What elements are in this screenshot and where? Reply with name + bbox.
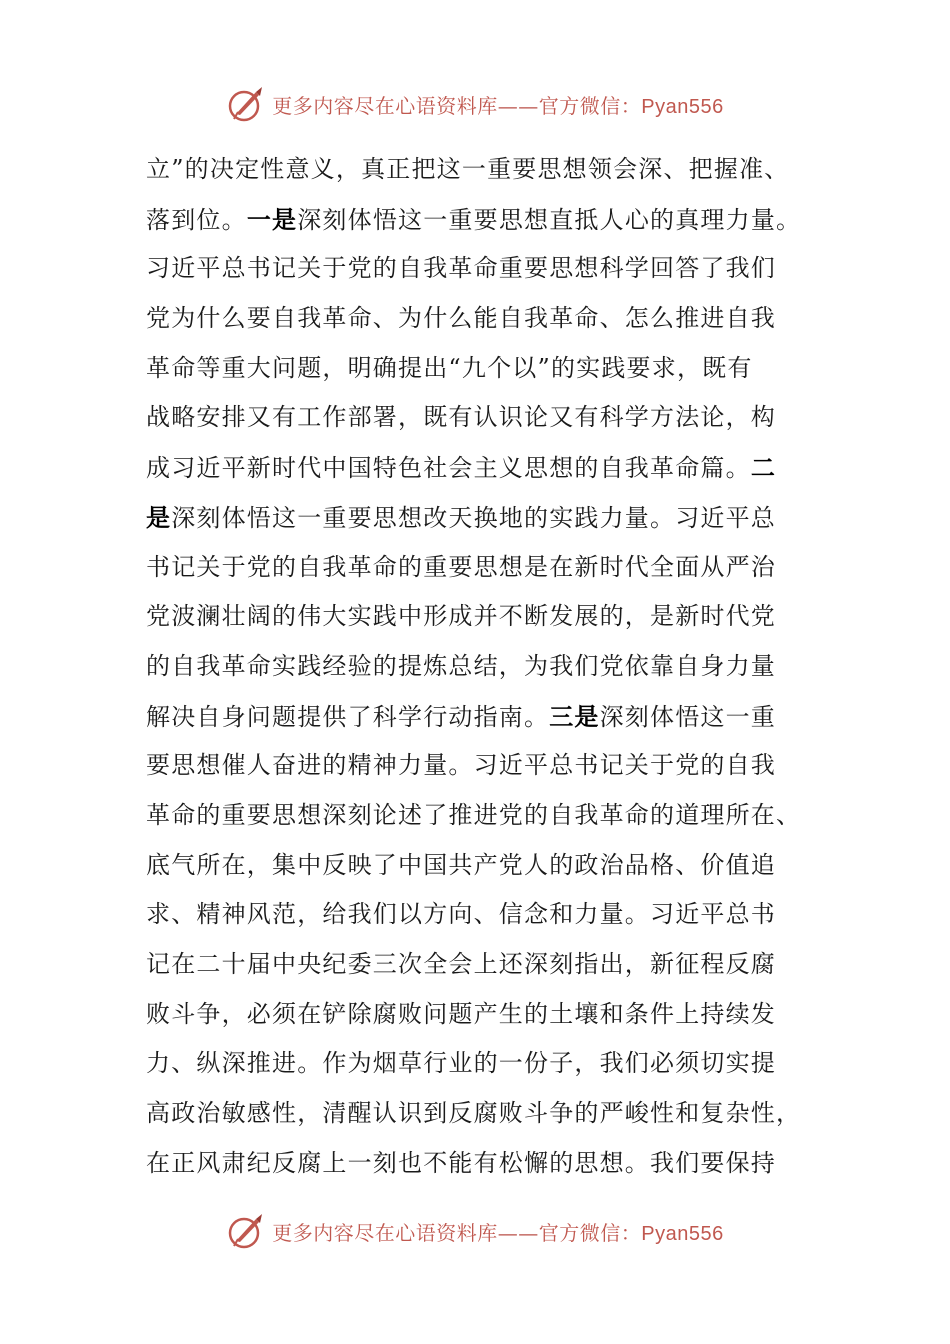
text-line bbox=[146, 443, 806, 493]
header-promo bbox=[272, 90, 723, 119]
text-line bbox=[146, 592, 806, 642]
text-line bbox=[146, 393, 806, 443]
text-span: 成习近平新时代中国特色社会主义思想的自我革命篇。 bbox=[146, 454, 751, 483]
text-line bbox=[146, 195, 806, 245]
text-line bbox=[146, 1089, 806, 1139]
quill-logo-icon bbox=[226, 84, 266, 124]
text-span: 要思想催人奋进的精神力量。习近平总书记关于党的自我 bbox=[146, 751, 776, 780]
text-span: 深刻体悟这一重要思想改天换地的实践力量。习近平总 bbox=[171, 503, 777, 532]
text-line bbox=[146, 543, 806, 593]
text-span: 败斗争，必须在铲除腐败问题产生的土壤和条件上持续发 bbox=[146, 999, 776, 1028]
footer-dash: —— bbox=[497, 1220, 539, 1245]
text-line bbox=[146, 145, 806, 195]
header-promo-text: 更多内容尽在心语资料库 bbox=[272, 93, 498, 118]
text-span: 求、精神风范，给我们以方向、信念和力量。习近平总书 bbox=[146, 900, 776, 929]
text-line bbox=[146, 741, 806, 791]
bold-marker: 是 bbox=[146, 502, 172, 532]
footer-promo bbox=[272, 1217, 723, 1246]
footer-wechat-label: 官方微信： bbox=[538, 1220, 642, 1245]
text-line bbox=[146, 1039, 806, 1089]
footer-wechat-id: Pyan556 bbox=[641, 1222, 724, 1245]
text-span: 党波澜壮阔的伟大实践中形成并不断发展的，是新时代党 bbox=[146, 602, 776, 631]
text-line bbox=[146, 990, 806, 1040]
header-dash: —— bbox=[497, 93, 539, 118]
bold-marker: 二 bbox=[750, 453, 777, 483]
footer-promo-text: 更多内容尽在心语资料库 bbox=[272, 1220, 498, 1245]
text-line bbox=[146, 294, 806, 344]
header-wechat-id: Pyan556 bbox=[641, 95, 724, 118]
header-wechat-label: 官方微信： bbox=[538, 93, 642, 118]
text-span: 深刻体悟这一重要思想直抵人心的真理力量。 bbox=[297, 205, 802, 234]
header-banner[interactable] bbox=[0, 82, 950, 126]
text-line bbox=[146, 692, 806, 742]
text-line bbox=[146, 642, 806, 692]
text-span: 革命等重大问题，明确提出“九个以”的实践要求，既有 bbox=[146, 353, 753, 382]
quill-logo-icon bbox=[226, 1211, 266, 1251]
text-span: 深刻体悟这一重 bbox=[599, 702, 777, 731]
text-span: 记在二十届中央纪委三次全会上还深刻指出，新征程反腐 bbox=[146, 950, 776, 978]
text-line bbox=[146, 1139, 806, 1189]
text-span: 党为什么要自我革命、为什么能自我革命、怎么推进自我 bbox=[146, 304, 776, 333]
text-span: 立”的决定性意义，真正把这一重要思想领会深、把握准、 bbox=[146, 155, 790, 183]
bold-marker: 三是 bbox=[549, 701, 600, 731]
text-line bbox=[146, 940, 806, 990]
text-line bbox=[146, 344, 806, 394]
bold-marker: 一是 bbox=[246, 204, 298, 234]
text-span: 落到位。 bbox=[146, 205, 247, 234]
footer-banner[interactable] bbox=[0, 1209, 950, 1253]
body-paragraph bbox=[146, 145, 806, 1188]
text-span: 底气所在，集中反映了中国共产党人的政治品格、价值追 bbox=[146, 850, 776, 879]
text-line bbox=[146, 890, 806, 940]
text-span: 习近平总书记关于党的自我革命重要思想科学回答了我们 bbox=[146, 254, 776, 283]
text-span: 解决自身问题提供了科学行动指南。 bbox=[146, 702, 550, 731]
text-span: 的自我革命实践经验的提炼总结，为我们党依靠自身力量 bbox=[146, 651, 776, 680]
text-line bbox=[146, 493, 806, 543]
text-span: 力、纵深推进。作为烟草行业的一份子，我们必须切实提 bbox=[146, 1049, 776, 1078]
text-span: 高政治敏感性，清醒认识到反腐败斗争的严峻性和复杂性， bbox=[146, 1099, 802, 1128]
text-span: 书记关于党的自我革命的重要思想是在新时代全面从严治 bbox=[146, 552, 776, 581]
text-span: 在正风肃纪反腐上一刻也不能有松懈的思想。我们要保持 bbox=[146, 1148, 776, 1177]
text-line bbox=[146, 244, 806, 294]
text-span: 战略安排又有工作部署，既有认识论又有科学方法论，构 bbox=[146, 403, 776, 432]
text-span: 革命的重要思想深刻论述了推进党的自我革命的道理所在、 bbox=[146, 800, 802, 829]
text-line bbox=[146, 791, 806, 841]
text-line bbox=[146, 841, 806, 891]
